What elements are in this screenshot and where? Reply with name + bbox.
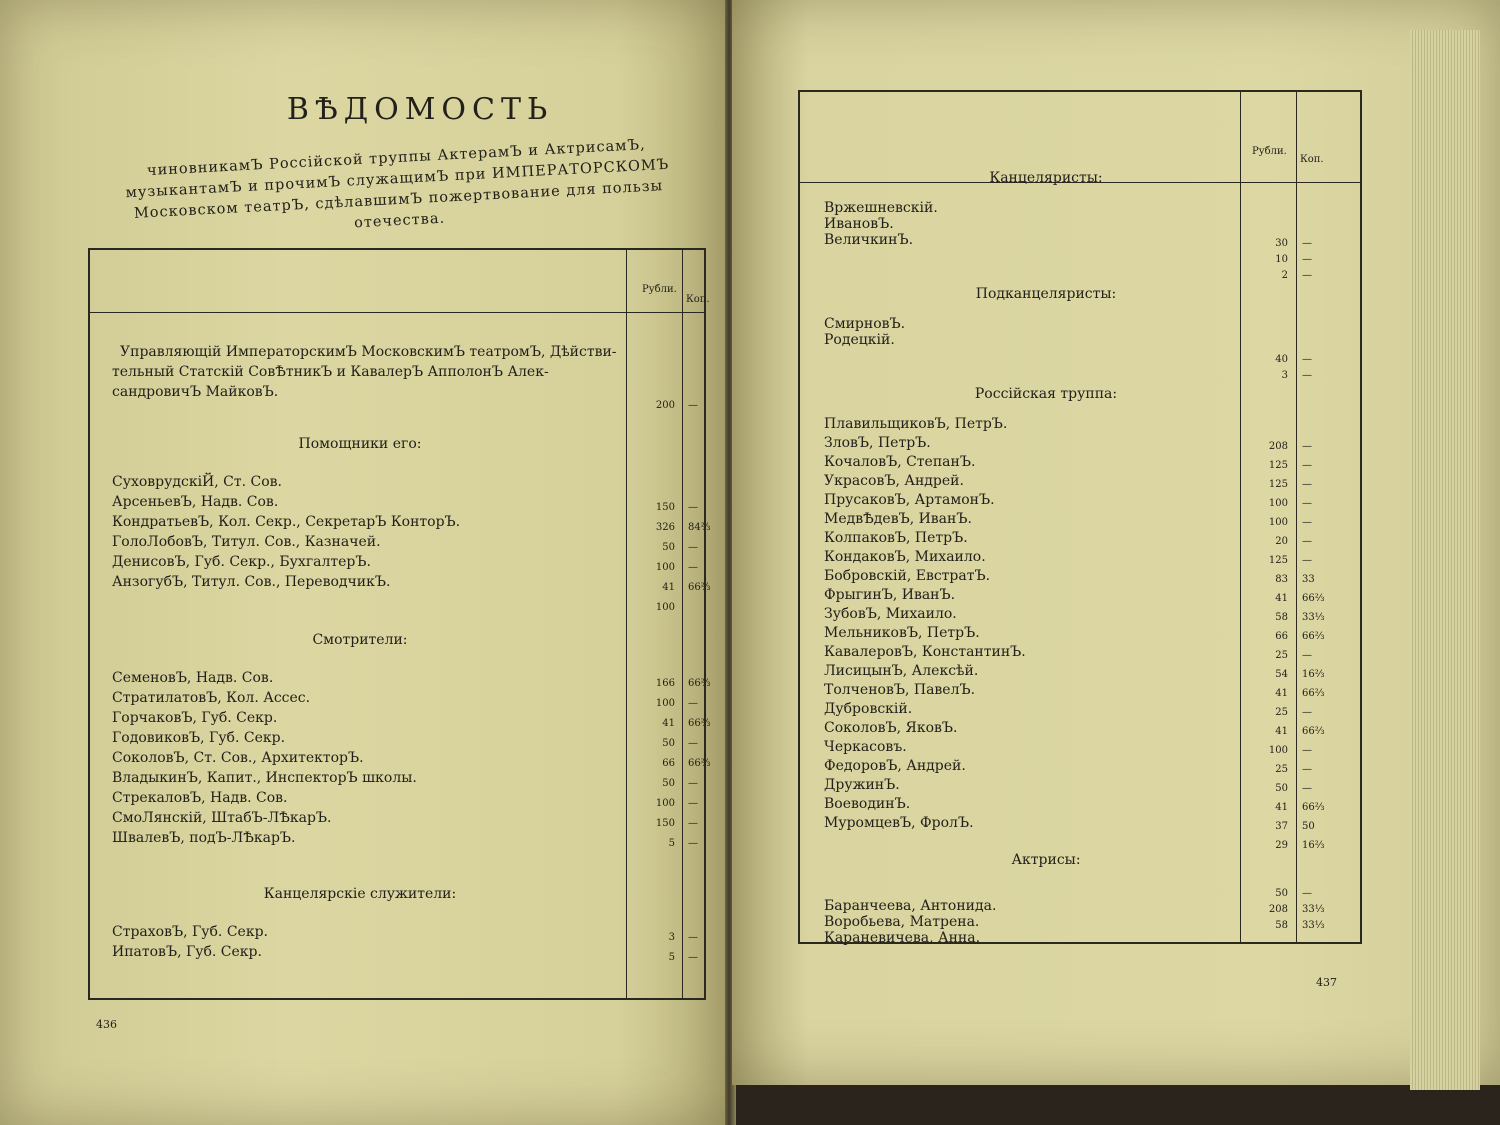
ledger-entry-name: ГорчаковЪ, Губ. Секр.	[112, 710, 278, 726]
ledger-entry-rub: 83	[1275, 574, 1288, 585]
column-kop-header-right: Коп.	[1300, 154, 1324, 165]
ledger-entry-rub: 100	[1268, 745, 1288, 756]
ledger-entry-kop: 66⅔	[688, 582, 711, 593]
ledger-entry-rub: 100	[1268, 498, 1288, 509]
ledger-entry-rub: 100	[655, 698, 675, 709]
ledger-entry-rub: 66	[1275, 631, 1288, 642]
ledger-entry-rub: 125	[1268, 479, 1288, 490]
ledger-entry-name: Родецкiй.	[824, 332, 895, 348]
ledger-entry-kop: —	[1302, 238, 1312, 249]
ledger-entry-kop: 66⅔	[688, 678, 711, 689]
ledger-entry-rub: 125	[1268, 555, 1288, 566]
ledger-entry-kop: —	[688, 798, 698, 809]
ledger-entry-rub: 3	[668, 932, 675, 943]
document-subtitle: чиновникамЪ Россiйской труппы АктерамЪ и АктрисамЪ, музыкантамЪ и прочимЪ служащимЪ при ИМПЕРАТОРСКОМЪ Московском театрЪ, сдѣлавшимЪ пожертвование для пользы отечества.	[125, 136, 670, 232]
section-heading: Россiйская труппа:	[974, 386, 1118, 402]
ledger-entry-name: КолпаковЪ, ПетрЪ.	[824, 530, 968, 546]
section-heading: Помощники его:	[298, 436, 422, 452]
ledger-entry-rub: 58	[1275, 920, 1288, 931]
ledger-entry-name: ИвановЪ.	[824, 216, 894, 232]
ledger-entry-rub: 30	[1275, 238, 1288, 249]
ledger-entry-kop: —	[688, 838, 698, 849]
ledger-entry-rub: 54	[1275, 669, 1288, 680]
ledger-entry-kop: 66⅔	[1302, 802, 1325, 813]
ledger-entry-rub: 5	[668, 838, 675, 849]
ledger-entry-name: Вржешневскiй.	[824, 200, 938, 216]
ledger-entry-name: МедвѢдевЪ, ИванЪ.	[824, 511, 972, 527]
ledger-entry-rub: 5	[668, 952, 675, 963]
ledger-entry-name: КондратьевЪ, Кол. Секр., СекретарЪ КонторЪ.	[112, 514, 461, 530]
ledger-entry-name: Баранчеева, Антонида.	[824, 898, 997, 914]
ledger-entry-name: АнзогубЪ, Титул. Сов., ПереводчикЪ.	[112, 574, 391, 590]
ledger-entry-rub: 2	[1281, 270, 1288, 281]
ledger-entry-kop: —	[1302, 270, 1312, 281]
ledger-entry-name: КавалеровЪ, КонстантинЪ.	[824, 644, 1026, 660]
ledger-entry-rub: 29	[1275, 840, 1288, 851]
ledger-entry-rub: 41	[1275, 593, 1288, 604]
ledger-entry-kop: —	[1302, 555, 1312, 566]
left-page	[0, 0, 725, 1125]
ledger-entry-rub: 208	[1268, 904, 1288, 915]
ledger-entry-name: ВоеводинЪ.	[824, 796, 911, 812]
ledger-entry-rub: 50	[1275, 783, 1288, 794]
section-heading: Канцелярскiе служители:	[263, 886, 457, 902]
ledger-entry-name: СеменовЪ, Надв. Сов.	[112, 670, 274, 686]
ledger-entry-name: СуховрудскiЙ, Ст. Сов.	[112, 474, 282, 490]
ledger-entry-name: УкрасовЪ, Андрей.	[824, 473, 964, 489]
ledger-entry-name: МельниковЪ, ПетрЪ.	[824, 625, 980, 641]
document-title: ВѢДОМОСТЬ	[286, 92, 554, 127]
intro-line: тельный Статскiй СовѢтникЪ и КавалерЪ АпполонЪ Алек-	[112, 364, 549, 380]
ledger-entry-name: СтратилатовЪ, Кол. Ассес.	[112, 690, 311, 706]
ledger-entry-kop: —	[1302, 498, 1312, 509]
ledger-entry-rub: 3	[1281, 370, 1288, 381]
ledger-entry-kop: 66⅔	[688, 758, 711, 769]
ledger-entry-rub: 100	[1268, 517, 1288, 528]
ledger-entry-rub: 66	[662, 758, 675, 769]
ledger-entry-kop: 66⅔	[1302, 593, 1325, 604]
ledger-entry-kop: —	[1302, 460, 1312, 471]
ledger-entry-name: ПрусаковЪ, АртамонЪ.	[824, 492, 995, 508]
ledger-entry-rub: 50	[662, 542, 675, 553]
ledger-entry-name: ИпатовЪ, Губ. Секр.	[112, 944, 262, 960]
ledger-entry-rub: 25	[1275, 650, 1288, 661]
ledger-entry-rub: 208	[1268, 441, 1288, 452]
ledger-entry-rub: 58	[1275, 612, 1288, 623]
ledger-entry-name: СмирновЪ.	[824, 316, 906, 332]
ledger-entry-name: СтрекаловЪ, Надв. Сов.	[112, 790, 288, 806]
intro-kop: —	[688, 400, 698, 411]
ledger-entry-kop: 66⅔	[1302, 726, 1325, 737]
ledger-entry-name: ФедоровЪ, Андрей.	[824, 758, 966, 774]
ledger-entry-name: Караневичева, Анна.	[824, 930, 981, 946]
intro-line: сандровичЪ МайковЪ.	[112, 384, 279, 400]
ledger-entry-rub: 40	[1275, 354, 1288, 365]
ledger-entry-name: Воробьева, Матрена.	[824, 914, 980, 930]
ledger-entry-name: КочаловЪ, СтепанЪ.	[824, 454, 976, 470]
ledger-entry-name: Черкасовъ.	[824, 739, 907, 755]
ledger-entry-kop: 66⅔	[688, 718, 711, 729]
column-rub-header-right: Рубли.	[1252, 146, 1287, 157]
right-page	[732, 0, 1500, 1085]
ledger-entry-kop: —	[1302, 354, 1312, 365]
ledger-entry-kop: —	[1302, 479, 1312, 490]
page-edges	[1410, 30, 1480, 1090]
ledger-entry-rub: 41	[662, 582, 675, 593]
ledger-entry-rub: 125	[1268, 460, 1288, 471]
ledger-entry-kop: —	[688, 562, 698, 573]
ledger-entry-rub: 20	[1275, 536, 1288, 547]
ledger-entry-name: ТолченовЪ, ПавелЪ.	[824, 682, 976, 698]
ledger-entry-kop: 33	[1302, 574, 1315, 585]
ledger-entry-rub: 41	[1275, 688, 1288, 699]
ledger-entry-kop: 33⅓	[1302, 920, 1325, 931]
ledger-entry-name: ПлавильщиковЪ, ПетрЪ.	[824, 416, 1008, 432]
ledger-entry-rub: 100	[655, 602, 675, 613]
ledger-entry-rub: 150	[655, 818, 675, 829]
ledger-entry-name: СмоЛянскiй, ШтабЪ-ЛѢкарЪ.	[112, 810, 332, 826]
ledger-entry-rub: 37	[1275, 821, 1288, 832]
ledger-entry-rub: 41	[1275, 802, 1288, 813]
ledger-entry-name: ВладыкинЪ, Капит., ИнспекторЪ школы.	[112, 770, 417, 786]
ledger-entry-rub: 326	[655, 522, 675, 533]
column-rub-header: Рубли.	[642, 284, 677, 295]
ledger-entry-name: СтраховЪ, Губ. Секр.	[112, 924, 268, 940]
ledger-entry-kop: —	[1302, 370, 1312, 381]
ledger-entry-kop: 66⅔	[1302, 631, 1325, 642]
ledger-entry-kop: —	[688, 952, 698, 963]
ledger-entry-kop: —	[1302, 517, 1312, 528]
ledger-entry-name: СоколовЪ, Ст. Сов., АрхитекторЪ.	[112, 750, 364, 766]
ledger-entry-kop: —	[688, 698, 698, 709]
ledger-entry-rub: 150	[655, 502, 675, 513]
ledger-entry-kop: —	[688, 502, 698, 513]
ledger-entry-name: Бобровскiй, ЕвстратЪ.	[824, 568, 991, 584]
page-number-left: 436	[96, 1018, 117, 1031]
page-number-right: 437	[1316, 976, 1337, 989]
section-heading: Смотрители:	[312, 632, 408, 648]
intro-line: Управляющiй ИмператорскимЪ МосковскимЪ театромЪ, Дѣйстви-	[120, 344, 617, 360]
ledger-entry-kop: 33⅓	[1302, 904, 1325, 915]
ledger-entry-kop: —	[1302, 888, 1312, 899]
ledger-entry-kop: —	[688, 542, 698, 553]
section-heading: Актрисы:	[1011, 852, 1081, 868]
ledger-entry-rub: 100	[655, 562, 675, 573]
ledger-entry-rub: 50	[1275, 888, 1288, 899]
ledger-entry-kop: —	[1302, 254, 1312, 265]
ledger-entry-name: ЗубовЪ, Михаило.	[824, 606, 957, 622]
ledger-entry-name: ГодовиковЪ, Губ. Секр.	[112, 730, 286, 746]
ledger-entry-kop: 50	[1302, 821, 1315, 832]
ledger-entry-name: ЗловЪ, ПетрЪ.	[824, 435, 931, 451]
ledger-entry-rub: 50	[662, 738, 675, 749]
ledger-entry-kop: —	[1302, 650, 1312, 661]
ledger-entry-kop: —	[688, 818, 698, 829]
ledger-entry-name: Дубровскiй.	[824, 701, 913, 717]
ledger-entry-kop: —	[688, 738, 698, 749]
ledger-entry-rub: 41	[1275, 726, 1288, 737]
ledger-entry-kop: —	[1302, 441, 1312, 452]
ledger-entry-name: ФрыгинЪ, ИванЪ.	[824, 587, 956, 603]
ledger-entry-name: МуромцевЪ, ФролЪ.	[824, 815, 974, 831]
column-kop-header: Коп.	[686, 294, 710, 305]
ledger-entry-kop: 16⅔	[1302, 669, 1325, 680]
ledger-entry-name: СоколовЪ, ЯковЪ.	[824, 720, 958, 736]
ledger-entry-kop: —	[688, 778, 698, 789]
ledger-entry-kop: —	[1302, 707, 1312, 718]
ledger-entry-rub: 25	[1275, 707, 1288, 718]
ledger-entry-kop: —	[688, 932, 698, 943]
ledger-entry-rub: 25	[1275, 764, 1288, 775]
ledger-entry-rub: 166	[655, 678, 675, 689]
ledger-entry-rub: 100	[655, 798, 675, 809]
ledger-entry-kop: 33⅓	[1302, 612, 1325, 623]
ledger-entry-rub: 10	[1275, 254, 1288, 265]
ledger-entry-kop: 16⅔	[1302, 840, 1325, 851]
intro-rub: 200	[655, 400, 675, 411]
section-heading: Канцеляристы:	[989, 170, 1103, 186]
ledger-entry-name: АрсеньевЪ, Надв. Сов.	[112, 494, 279, 510]
ledger-entry-kop: —	[1302, 783, 1312, 794]
ledger-entry-rub: 41	[662, 718, 675, 729]
ledger-entry-kop: —	[1302, 745, 1312, 756]
ledger-entry-name: КондаковЪ, Михаило.	[824, 549, 986, 565]
ledger-entry-name: ЛисицынЪ, Алексѣй.	[824, 663, 979, 679]
ledger-entry-kop: —	[1302, 536, 1312, 547]
ledger-entry-name: ДенисовЪ, Губ. Секр., БухгалтерЪ.	[112, 554, 371, 570]
ledger-entry-name: ДружинЪ.	[824, 777, 900, 793]
ledger-entry-kop: 84⅔	[688, 522, 711, 533]
ledger-entry-kop: 66⅔	[1302, 688, 1325, 699]
ledger-entry-kop: —	[1302, 764, 1312, 775]
ledger-entry-name: ВеличкинЪ.	[824, 232, 914, 248]
ledger-entry-name: ШвалевЪ, подЪ-ЛѢкарЪ.	[112, 830, 296, 846]
ledger-entry-name: ГолоЛобовЪ, Титул. Сов., Казначей.	[112, 534, 381, 550]
ledger-entry-rub: 50	[662, 778, 675, 789]
section-heading: Подканцеляристы:	[975, 286, 1117, 302]
